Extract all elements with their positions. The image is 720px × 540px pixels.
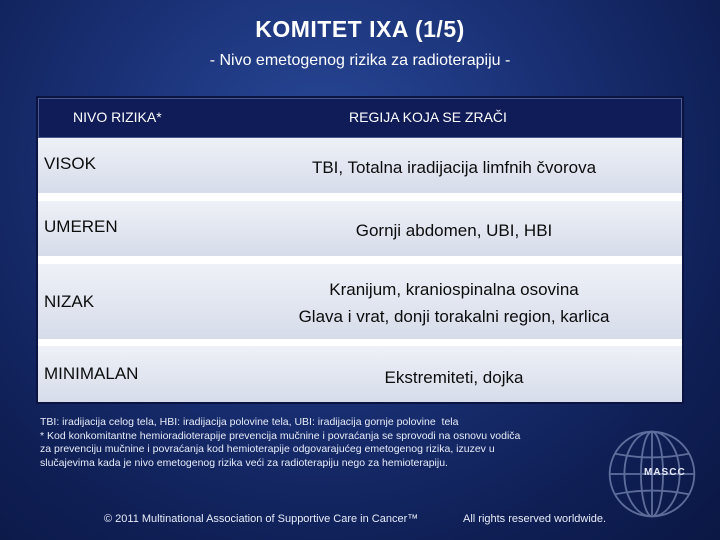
- header-region: REGIJA KOJA SE ZRAČI: [349, 109, 507, 125]
- region-cell: [238, 364, 670, 391]
- risk-level-cell: MINIMALAN: [44, 364, 139, 383]
- risk-level-cell: UMEREN: [44, 217, 118, 236]
- footnote-line: slučajevima kada je nivo emetogenog rizika veći za radioterapiju nego za hemioterapiju.: [40, 456, 448, 469]
- mascc-logo-text: MASCC: [644, 467, 686, 478]
- page-subtitle: - Nivo emetogenog rizika za radioterapiju -: [209, 52, 511, 69]
- copyright-text: © 2011 Multinational Association of Supportive Care in Cancer™: [104, 513, 419, 525]
- table-header: [38, 98, 682, 138]
- page-title: KOMITET IXA (1/5): [255, 16, 465, 42]
- region-line: Kranijum, kraniospinalna osovina: [329, 280, 579, 299]
- footnote-line: za prevenciju mučnine i povraćanja kod hemioterapije odgovarajućeg emetogenog rizika, izuzev u: [40, 443, 495, 455]
- rights-text: All rights reserved worldwide.: [463, 513, 607, 525]
- table-row: [38, 264, 682, 339]
- table-row: [38, 201, 682, 256]
- region-cell: [238, 154, 670, 181]
- footnote-line: TBI: iradijacija celog tela, HBI: iradijacija polovine tela, UBI: iradijacija gornje polovine tela: [40, 416, 459, 428]
- footnotes: [40, 416, 600, 470]
- region-line: Ekstremiteti, dojka: [384, 368, 524, 387]
- table-row: [38, 138, 682, 193]
- region-cell: [238, 217, 670, 244]
- risk-table: [36, 96, 684, 404]
- risk-level-cell: VISOK: [44, 154, 96, 173]
- table-row: [38, 346, 682, 402]
- footnote-line: * Kod konkomitantne hemioradioterapije prevencija mučnine i povraćanja se sprovodi na osnovu vodiča: [40, 429, 521, 442]
- region-line: TBI, Totalna iradijacija limfnih čvorova: [311, 158, 597, 177]
- region-line: Glava i vrat, donji torakalni region, karlica: [298, 307, 610, 326]
- region-line: Gornji abdomen, UBI, HBI: [355, 221, 553, 240]
- region-cell: [238, 276, 670, 330]
- risk-level-cell: NIZAK: [44, 292, 95, 311]
- header-risk-level: NIVO RIZIKA*: [73, 109, 162, 125]
